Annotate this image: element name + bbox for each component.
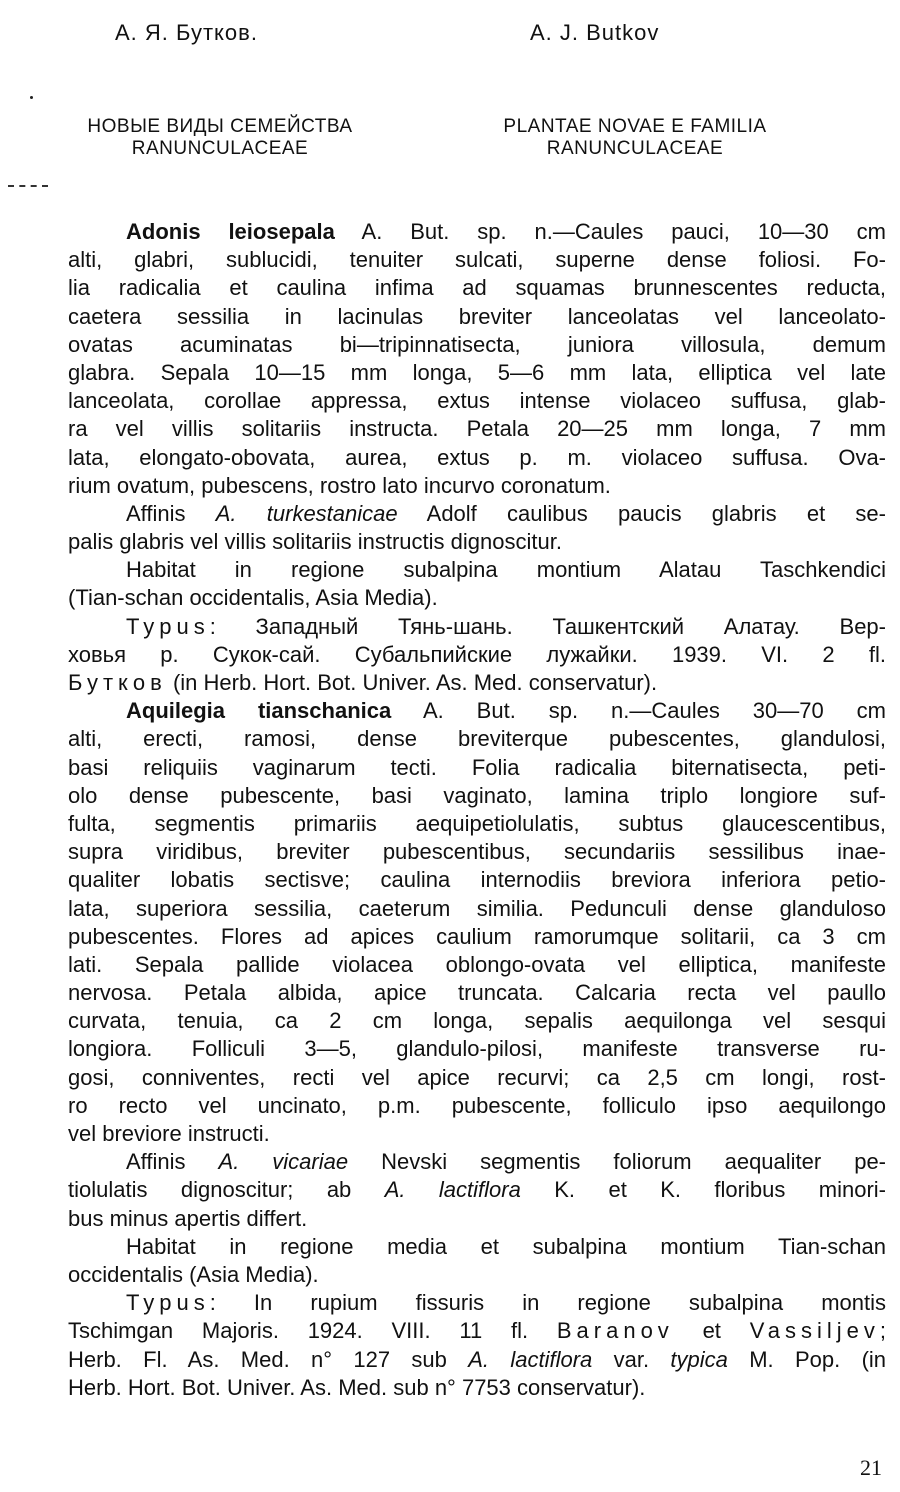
spaced-text: Typus [126, 613, 210, 639]
text-line [68, 331, 886, 359]
paragraph [68, 1148, 886, 1233]
paragraph [68, 613, 886, 698]
text-line [68, 1176, 886, 1204]
text-line [68, 613, 886, 641]
text-line [68, 500, 886, 528]
text-line [68, 472, 886, 500]
text-segment: curvata, tenuia, ca 2 cm longa, sepalis aequilonga vel sesqui [68, 1008, 886, 1034]
text-line [68, 1374, 886, 1402]
text-segment: ovatas acuminatas bi—tripinnatisecta, juniora villosula, demum [68, 331, 886, 357]
text-segment: olo dense pubescente, basi vaginato, lamina triplo longiore suf- [68, 782, 886, 808]
article-body [68, 218, 886, 1402]
text-line [68, 528, 886, 556]
text-line [68, 1035, 886, 1063]
text-line [68, 923, 886, 951]
text-segment: Affinis [126, 1149, 219, 1175]
species-name: Aquilegia tianschanica [126, 698, 392, 724]
text-line [68, 754, 886, 782]
text-segment: Herb. Fl. As. Med. n° 127 sub [68, 1346, 469, 1372]
spaced-text: Baranov [556, 1318, 674, 1344]
text-segment: tiolulatis dignoscitur; ab [68, 1177, 385, 1203]
italic-taxon: A. turkestanicae [215, 500, 398, 526]
text-segment: gosi, conniventes, recti vel apice recurvi; ca 2,5 cm longi, rost- [68, 1064, 886, 1090]
title-line: PLANTAE NOVAE E FAMILIA [503, 116, 767, 137]
text-line [68, 669, 886, 697]
text-segment: rium ovatum, pubescens, rostro lato incurvo coronatum. [68, 472, 611, 498]
text-line [68, 810, 886, 838]
article-title-russian [40, 116, 400, 160]
title-line: НОВЫЕ ВИДЫ СЕМЕЙСТВА [87, 116, 353, 137]
text-line [68, 1317, 886, 1345]
text-segment: qualiter lobatis sectisve; caulina internodiis breviora inferiora petio- [68, 867, 886, 893]
text-segment: lata, superiora sessilia, caeterum similia. Pedunculi dense glanduloso [68, 895, 886, 921]
text-line [68, 838, 886, 866]
text-line [68, 246, 886, 274]
text-segment: alti, erecti, ramosi, dense breviterque pubescentes, glandulosi, [68, 726, 886, 752]
text-segment: alti, glabri, sublucidi, tenuiter sulcati, superne dense foliosi. Fo- [68, 247, 886, 273]
text-segment: et [673, 1318, 750, 1344]
page-number: 21 [860, 1455, 882, 1480]
text-segment: palis glabris vel villis solitariis instructis dignoscitur. [68, 529, 562, 555]
text-line [68, 218, 886, 246]
text-segment: K. et K. floribus minori- [520, 1177, 886, 1203]
text-segment: basi reliquiis vaginarum tecti. Folia radicalia biternatisecta, peti- [68, 754, 886, 780]
paragraph [68, 500, 886, 556]
text-segment: Nevski segmentis foliorum aequaliter pe- [348, 1149, 887, 1175]
text-line [68, 1261, 886, 1289]
text-segment: (Tian-schan occidentalis, Asia Media). [68, 585, 438, 611]
text-line [68, 979, 886, 1007]
text-segment: pubescentes. Flores ad apices caulium ramorumque solitarii, ca 3 cm [68, 923, 886, 949]
paragraph [68, 1289, 886, 1402]
text-segment: Habitat in regione subalpina montium Alatau Taschkendici [126, 557, 886, 583]
text-segment: bus minus apertis differt. [68, 1205, 308, 1231]
text-line [68, 415, 886, 443]
author-name-russian: А. Я. Бутков. [115, 20, 258, 45]
text-segment: : In rupium fissuris in regione subalpina montis [209, 1290, 886, 1316]
scan-speck [30, 96, 33, 99]
text-line [68, 1205, 886, 1233]
text-line [68, 895, 886, 923]
text-line [68, 1064, 886, 1092]
article-title-latin [420, 116, 850, 160]
text-line [68, 1233, 886, 1261]
text-segment: Adolf caulibus paucis glabris et se- [397, 500, 886, 526]
text-segment: lanceolata, corollae appressa, extus intense violaceo suffusa, glab- [68, 388, 886, 414]
text-segment: Tschimgan Majoris. 1924. VIII. 11 fl. [68, 1318, 557, 1344]
italic-taxon: A. vicariae [218, 1149, 349, 1175]
text-line [68, 1289, 886, 1317]
text-segment: Affinis [126, 500, 216, 526]
text-line [68, 641, 886, 669]
text-segment: glabra. Sepala 10—15 mm longa, 5—6 mm lata, elliptica vel late [68, 359, 886, 385]
paragraph [68, 697, 886, 1148]
text-line [68, 303, 886, 331]
text-line [68, 1092, 886, 1120]
text-line [68, 556, 886, 584]
text-line [68, 444, 886, 472]
text-segment: Habitat in regione media et subalpina montium Tian-schan [126, 1233, 886, 1259]
paragraph [68, 556, 886, 612]
text-segment: var. [592, 1346, 671, 1372]
text-line [68, 274, 886, 302]
text-segment: lata, elongato-obovata, aurea, extus p. m. violaceo suffusa. Ova- [68, 444, 886, 470]
text-segment: A. But. sp. n.—Caules 30—70 cm [391, 698, 887, 724]
paragraph [68, 218, 886, 500]
text-segment: vel breviore instructi. [68, 1121, 270, 1146]
text-segment: (in Herb. Hort. Bot. Univer. As. Med. conservatur). [166, 670, 658, 695]
spaced-text: Typus [126, 1290, 210, 1316]
text-line [68, 584, 886, 612]
text-segment: longiora. Folliculi 3—5, glandulo-pilosi, manifeste transverse ru- [68, 1036, 886, 1062]
italic-taxon: A. lactiflora [468, 1346, 593, 1372]
text-line [68, 866, 886, 894]
text-segment: ховья р. Сукок-сай. Субальпийские лужайки. 1939. VI. 2 fl. [68, 641, 886, 667]
text-segment: lati. Sepala pallide violacea oblongo-ovata vel elliptica, manifeste [68, 951, 886, 977]
text-segment: ra vel villis solitariis instructa. Petala 20—25 mm longa, 7 mm [68, 416, 886, 442]
italic-taxon: typica [670, 1346, 728, 1372]
title-line: RANUNCULACEAE [131, 138, 309, 159]
author-name-latin: A. J. Butkov [530, 20, 660, 45]
title-line: RANUNCULACEAE [546, 138, 724, 159]
text-segment: ; [879, 1318, 886, 1344]
text-line [68, 697, 886, 725]
text-segment: ro recto vel uncinato, p.m. pubescente, folliculo ipso aequilongo [68, 1092, 886, 1118]
text-segment: fulta, segmentis primariis aequipetiolulatis, subtus glaucescentibus, [68, 810, 886, 836]
text-line [68, 725, 886, 753]
text-segment: A. But. sp. n.—Caules pauci, 10—30 cm [334, 219, 886, 244]
italic-taxon: A. lactiflora [384, 1177, 521, 1203]
text-line [68, 359, 886, 387]
spaced-text: Бутков [68, 670, 167, 695]
text-segment: lia radicalia et caulina infima ad squamas brunnescentes reducta, [68, 275, 886, 301]
text-line [68, 1148, 886, 1176]
text-segment: caetera sessilia in lacinulas breviter lanceolatas vel lanceolato- [68, 303, 886, 329]
text-line [68, 1120, 886, 1148]
text-line [68, 951, 886, 979]
text-segment: : Западный Тянь-шань. Ташкентский Алатау. Вер- [209, 613, 886, 639]
text-segment: nervosa. Petala albida, apice truncata. Calcaria recta vel paullo [68, 980, 886, 1006]
text-line [68, 1007, 886, 1035]
text-segment: occidentalis (Asia Media). [68, 1261, 319, 1287]
text-segment: supra viridibus, breviter pubescentibus, secundariis sessilibus inae- [68, 839, 886, 865]
text-line [68, 1346, 886, 1374]
paragraph [68, 1233, 886, 1289]
text-line [68, 782, 886, 810]
spaced-text: Vassiljev [749, 1318, 880, 1344]
text-line [68, 387, 886, 415]
species-name: Adonis leiosepala [126, 219, 335, 244]
separator-dash [8, 185, 48, 187]
text-segment: Herb. Hort. Bot. Univer. As. Med. sub n° 7753 conservatur). [68, 1374, 646, 1400]
text-segment: M. Pop. (in [727, 1346, 887, 1372]
